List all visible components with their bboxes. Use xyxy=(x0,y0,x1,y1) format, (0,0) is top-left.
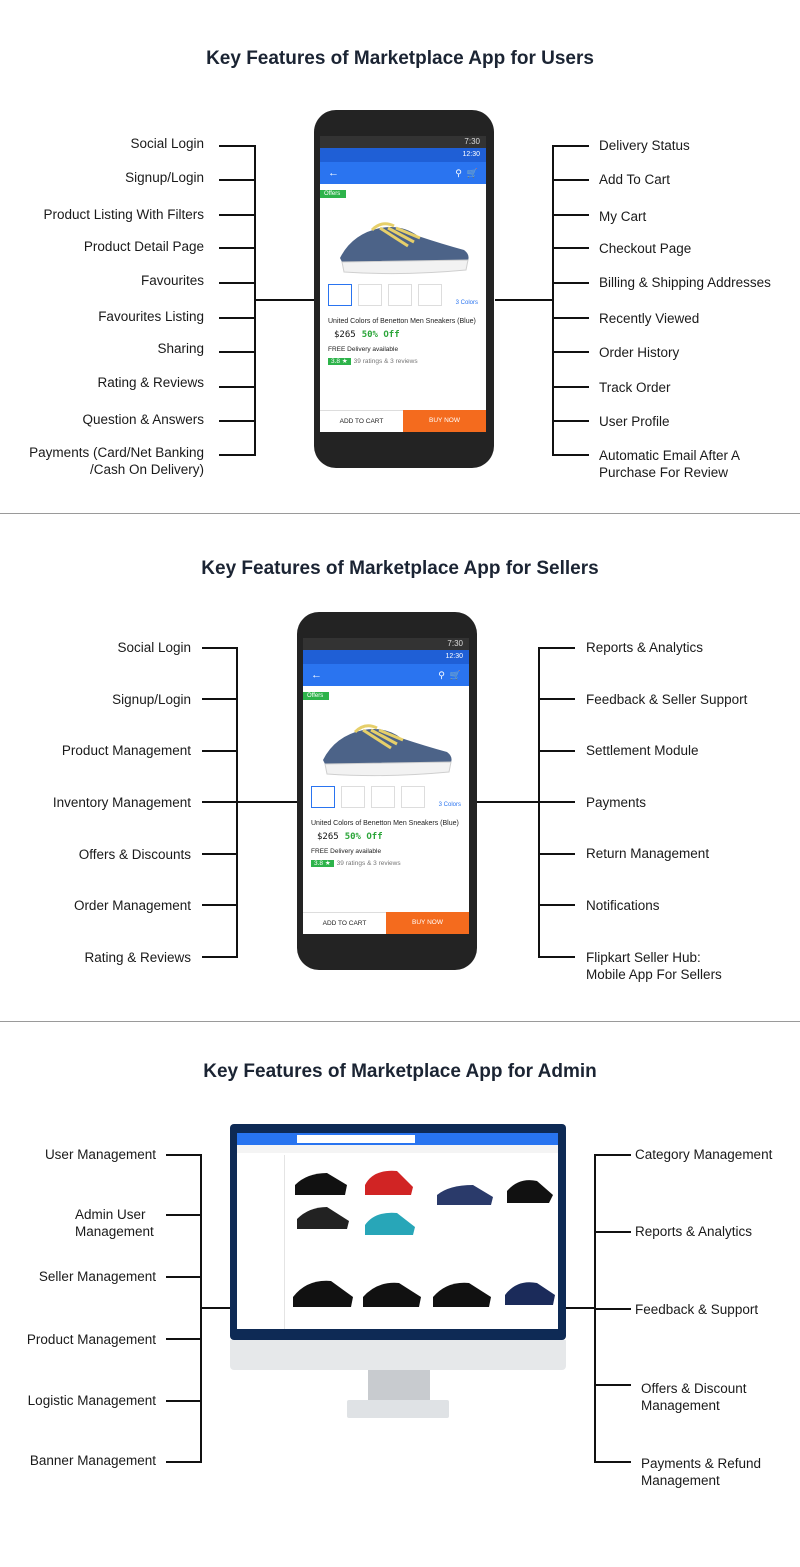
phone-status-bar: 7:30 xyxy=(320,136,486,148)
sellers-feature-right: Reports & Analytics xyxy=(586,640,704,655)
sellers-feature-right: Settlement Module xyxy=(586,743,699,758)
web-nav xyxy=(237,1145,558,1153)
buy-now-button[interactable]: BUY NOW xyxy=(403,410,486,432)
monitor-base xyxy=(347,1400,449,1418)
users-feature-left: Sharing xyxy=(157,341,204,356)
users-feature-left: Signup/Login xyxy=(125,170,204,185)
users-feature-left: Question & Answers xyxy=(82,412,204,427)
product-price: $265 50% Off xyxy=(317,832,383,842)
users-feature-left: Favourites Listing xyxy=(98,309,204,324)
thumbnail[interactable] xyxy=(388,284,412,306)
users-feature-right: Checkout Page xyxy=(599,241,692,256)
sellers-feature-right: Feedback & Seller Support xyxy=(586,692,748,707)
thumbnail[interactable] xyxy=(341,786,365,808)
thumbnail[interactable] xyxy=(358,284,382,306)
thumbnail[interactable] xyxy=(371,786,395,808)
search-input[interactable] xyxy=(297,1135,415,1143)
users-feature-right: Automatic Email After A Purchase For Review xyxy=(599,448,741,480)
admin-monitor-mockup xyxy=(230,1124,566,1340)
section-divider xyxy=(0,513,800,514)
shoe-image xyxy=(332,206,474,278)
thumbnail[interactable] xyxy=(328,284,352,306)
sellers-feature-left: Signup/Login xyxy=(112,692,191,707)
add-to-cart-button[interactable]: ADD TO CART xyxy=(320,410,403,432)
admin-feature-left: Banner Management xyxy=(29,1453,156,1468)
thumbnail-strip xyxy=(309,786,463,810)
search-cart-icons[interactable]: ⚲ 🛒 xyxy=(438,670,461,680)
sellers-feature-right: Flipkart Seller Hub: Mobile App For Sellers xyxy=(586,950,722,982)
users-feature-right: Delivery Status xyxy=(599,138,690,153)
users-feature-right: Add To Cart xyxy=(599,172,671,187)
delivery-text: FREE Delivery available xyxy=(328,346,399,353)
users-feature-right: My Cart xyxy=(599,209,647,224)
users-phone-mockup xyxy=(314,110,494,468)
phone-status-bar: 7:30 xyxy=(303,638,469,650)
sellers-feature-left: Rating & Reviews xyxy=(84,950,191,965)
sellers-feature-right: Notifications xyxy=(586,898,660,913)
admin-feature-left: Logistic Management xyxy=(27,1393,156,1408)
filter-sidebar xyxy=(237,1155,285,1329)
thumbnail-strip xyxy=(326,284,480,308)
rating-row: 3.8 ★ 39 ratings & 3 reviews xyxy=(328,357,418,365)
search-cart-icons[interactable]: ⚲ 🛒 xyxy=(455,168,478,178)
back-arrow-icon[interactable]: ← xyxy=(311,669,322,681)
users-feature-right: User Profile xyxy=(599,414,670,429)
admin-feature-left: Product Management xyxy=(26,1332,156,1347)
monitor-chin xyxy=(230,1340,566,1370)
thumbnail[interactable] xyxy=(311,786,335,808)
admin-section-title: Key Features of Marketplace App for Admin xyxy=(203,1061,597,1082)
thumbnail[interactable] xyxy=(401,786,425,808)
users-phone-screen xyxy=(320,148,486,432)
section-divider xyxy=(0,1021,800,1022)
offer-tag: Offers xyxy=(303,692,329,700)
admin-feature-right: Category Management xyxy=(635,1147,773,1162)
offer-tag: Offers xyxy=(320,190,346,198)
admin-web-screen xyxy=(237,1133,558,1329)
app-toolbar xyxy=(320,162,486,184)
product-name: United Colors of Benetton Men Sneakers (Blue) xyxy=(328,318,476,325)
users-feature-right: Billing & Shipping Addresses xyxy=(599,275,771,290)
users-feature-right: Order History xyxy=(599,345,680,360)
sellers-feature-left: Offers & Discounts xyxy=(78,847,191,862)
admin-feature-left: User Management xyxy=(44,1147,156,1162)
admin-feature-right: Offers & Discount Management xyxy=(641,1381,747,1413)
users-feature-left: Product Detail Page xyxy=(83,239,204,254)
web-header xyxy=(237,1133,558,1145)
users-feature-left: Rating & Reviews xyxy=(97,375,204,390)
users-feature-left: Favourites xyxy=(140,273,204,288)
product-price: $265 50% Off xyxy=(334,330,400,340)
sellers-phone-screen xyxy=(303,650,469,934)
sellers-section-title: Key Features of Marketplace App for Sellers xyxy=(201,558,599,579)
users-feature-right: Recently Viewed xyxy=(599,311,700,326)
sellers-feature-right: Return Management xyxy=(586,846,710,861)
shoe-image xyxy=(315,708,457,780)
admin-feature-right: Reports & Analytics xyxy=(635,1224,753,1239)
app-toolbar xyxy=(303,664,469,686)
product-name: United Colors of Benetton Men Sneakers (Blue) xyxy=(311,820,459,827)
admin-feature-right: Payments & Refund Management xyxy=(641,1456,762,1488)
sellers-feature-left: Order Management xyxy=(73,898,191,913)
add-to-cart-button[interactable]: ADD TO CART xyxy=(303,912,386,934)
sellers-feature-left: Social Login xyxy=(117,640,191,655)
app-status-bar: 12:30 xyxy=(303,650,469,664)
users-feature-left: Social Login xyxy=(130,136,204,151)
colors-label[interactable]: 3 Colors xyxy=(438,802,461,808)
sellers-phone-mockup xyxy=(297,612,477,970)
rating-row: 3.8 ★ 39 ratings & 3 reviews xyxy=(311,859,401,867)
users-feature-right: Track Order xyxy=(599,380,671,395)
back-arrow-icon[interactable]: ← xyxy=(328,167,339,179)
admin-feature-left: Seller Management xyxy=(38,1269,156,1284)
sellers-feature-right: Payments xyxy=(586,795,647,810)
delivery-text: FREE Delivery available xyxy=(311,848,382,855)
sellers-feature-left: Product Management xyxy=(61,743,191,758)
thumbnail[interactable] xyxy=(418,284,442,306)
product-grid xyxy=(287,1155,557,1329)
monitor-stand xyxy=(368,1370,430,1400)
sellers-feature-left: Inventory Management xyxy=(52,795,191,810)
admin-feature-right: Feedback & Support xyxy=(635,1302,759,1317)
buy-now-button[interactable]: BUY NOW xyxy=(386,912,469,934)
users-section-title: Key Features of Marketplace App for Users xyxy=(206,48,594,69)
users-feature-left: Payments (Card/Net Banking /Cash On Delivery) xyxy=(29,445,204,477)
users-feature-left: Product Listing With Filters xyxy=(43,207,204,222)
app-status-bar: 12:30 xyxy=(320,148,486,162)
colors-label[interactable]: 3 Colors xyxy=(455,300,478,306)
admin-feature-left: Admin User Management xyxy=(75,1207,154,1239)
